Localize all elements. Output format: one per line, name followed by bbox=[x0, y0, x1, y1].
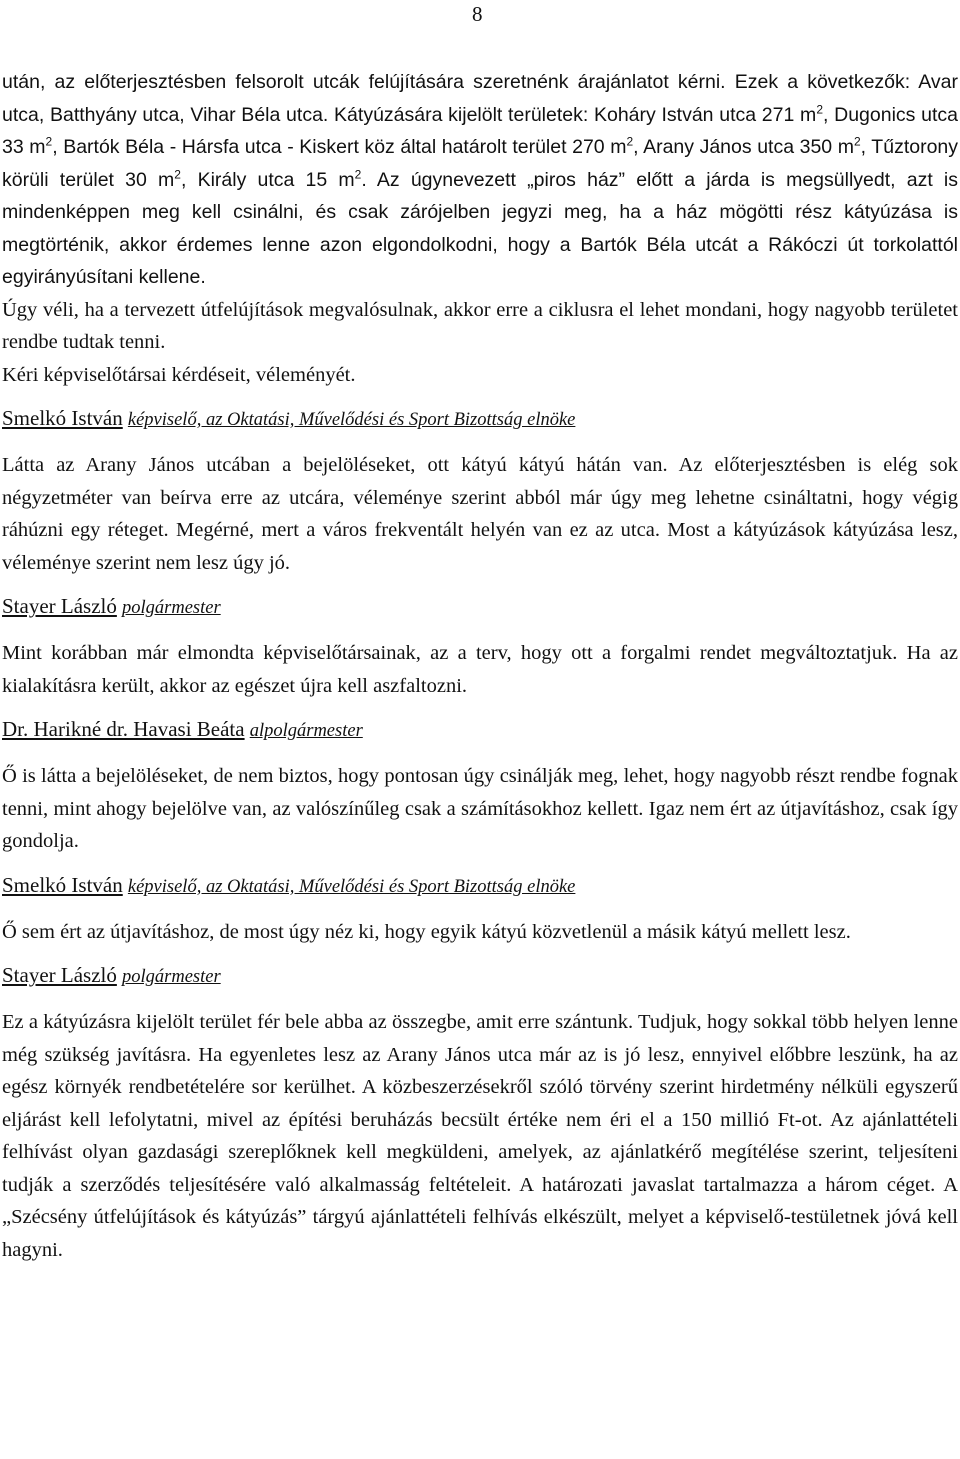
superscript: 2 bbox=[354, 167, 362, 181]
superscript: 2 bbox=[816, 102, 823, 116]
speaker-role: képviselő, az Oktatási, Művelődési és Sport Bizottság elnöke bbox=[127, 410, 576, 430]
speaker-role: polgármester bbox=[122, 967, 221, 987]
speech-paragraph: Ő sem ért az útjavításhoz, de most úgy néz ki, hogy egyik kátyú közvetlenül a másik kátyú mellett lesz. bbox=[2, 920, 851, 943]
speaker-heading bbox=[2, 403, 958, 435]
page-number: 8 bbox=[472, 2, 483, 26]
speech-paragraph: Ez a kátyúzásra kijelölt terület fér bele abba az összegbe, amit erre szántunk. Tudjuk, hogy sokkal több helyen lenne még szükség javításra. Ha egyenletes lesz az Arany János utca már az is jó lesz, ennyivel előbbre leszünk, ha az egész környék rendbetételére sor kerülhet. A közbeszerzésekről szóló törvény szerint hirdetmény nélküli egyszerű eljárást kell lefolytatni, mivel az építési beruházás becsült értéke nem éri el a 150 millió Ft-ot. Az ajánlattételi felhívást olyan gazdasági szereplőknek kell megküldeni, amelyek, az ajánlatkérő megítélése szerint, teljesíteni tudják a szerződés teljesítésére való alkalmasság feltételeit. A határozati javaslat tartalmazza a három céget. A „Szécsény útfelújítások és kátyúzás” tárgyú ajánlattételi felhívás elkészült, melyet a képviselő-testületnek jóvá kell hagyni. bbox=[2, 1011, 958, 1261]
speaker-name: Dr. Harikné dr. Havasi Beáta bbox=[2, 717, 245, 741]
speech-paragraph: Látta az Arany János utcában a bejelöléseket, ott kátyú kátyú hátán van. Az előterjesztésben is elég sok négyzetméter van beírva erre az utcára, véleménye szerint abból már úgy meg lehetne csináltatni, hogy végig ráhúzni egy réteget. Megérné, mert a város frekventált helyén van ez az utca. Most a kátyúzások kátyúzása lesz, véleménye szerint nem lesz úgy jó. bbox=[2, 454, 958, 574]
intro-text: után, az előterjesztésben felsorolt utcák felújítására szeretnénk árajánlatot kérni. Ezek a következők: Avar utca, Batthyány utca, Vihar Béla utca. Kátyúzására kijelölt területek: Koháry István utca 271 m bbox=[2, 71, 958, 126]
superscript: 2 bbox=[853, 134, 861, 149]
speaker-role: képviselő, az Oktatási, Művelődési és Sport Bizottság elnöke bbox=[127, 876, 576, 897]
speaker-heading bbox=[2, 870, 958, 902]
speaker-heading bbox=[2, 960, 958, 992]
speech-paragraph: Mint korábban már elmondta képviselőtársainak, az a terv, hogy ott a forgalmi rendet megváltoztatjuk. Ha az kialakításra került, akkor az egészet újra kell aszfaltozni. bbox=[2, 642, 958, 697]
speaker-name: Stayer László bbox=[2, 963, 117, 987]
speaker-role: alpolgármester bbox=[249, 721, 363, 741]
intro-paragraph bbox=[2, 66, 958, 294]
speaker-heading bbox=[2, 714, 958, 746]
intro-paragraph-3: Kéri képviselőtársai kérdéseit, véleményét. bbox=[2, 363, 356, 386]
superscript: 2 bbox=[174, 167, 181, 181]
speaker-name: Smelkó István bbox=[2, 406, 123, 430]
speaker-heading bbox=[2, 591, 958, 623]
intro-text: , Dugonics utca 33 m bbox=[2, 103, 959, 158]
document-body bbox=[2, 66, 958, 1266]
intro-text: , Bartók Béla - Hársfa utca - Kiskert köz által határolt terület 270 m bbox=[52, 136, 627, 158]
superscript: 2 bbox=[45, 134, 53, 149]
intro-text: . Az úgynevezett „piros ház” előtt a járda is megsüllyedt, azt is mindenképpen meg kell csinálni, és csak zárójelben jegyzi meg, ha a ház mögötti rész kátyúzása is megtörténik, akkor érdemes lenne azon elgondolkodni, hogy a Bartók Béla utcát a Rákóczi út torkolattól egyirányúsítani kellene. bbox=[2, 168, 959, 288]
intro-text: , Király utca 15 m bbox=[180, 168, 355, 191]
intro-paragraph-2: Úgy véli, ha a tervezett útfelújítások megvalósulnak, akkor erre a ciklusra el lehet mondani, hogy nagyobb területet rendbe tudtak tenni. bbox=[2, 298, 958, 353]
speaker-name: Smelkó István bbox=[2, 872, 123, 897]
speaker-name: Stayer László bbox=[2, 594, 117, 618]
superscript: 2 bbox=[626, 134, 634, 149]
speech-paragraph: Ő is látta a bejelöléseket, de nem biztos, hogy pontosan úgy csinálják meg, lehet, hogy nagyobb részt rendbe fognak tenni, mint ahogy bejelölve van, az valószínűleg csak a számításokhoz kellett. Igaz nem ért az útjavításhoz, csak így gondolja. bbox=[2, 765, 958, 852]
intro-text: , Tűztorony körüli terület 30 m bbox=[2, 136, 959, 191]
intro-text: , Arany János utca 350 m bbox=[633, 136, 854, 158]
speaker-role: polgármester bbox=[122, 598, 221, 618]
